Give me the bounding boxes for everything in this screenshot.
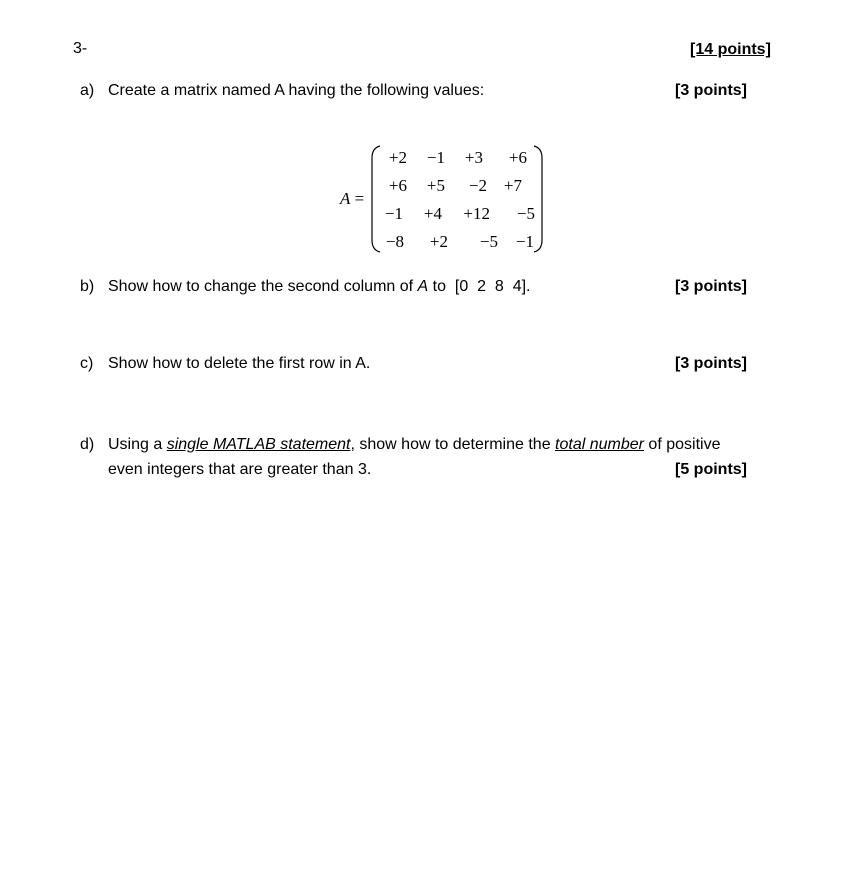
part-b-text-after: to <box>428 278 455 295</box>
matrix-cell: −8 <box>385 232 404 251</box>
matrix-cell: +5 <box>426 176 445 195</box>
matrix-lhs <box>340 189 364 209</box>
part-b-vector: [0 2 8 4]. <box>454 278 531 295</box>
matrix-cell: +7 <box>503 176 522 195</box>
part-b-label: b) <box>80 278 95 295</box>
matrix-cell: −5 <box>516 204 535 223</box>
part-d-emph-2: total number <box>555 436 644 453</box>
part-d-text-1: Using a <box>108 436 167 453</box>
part-b-text-before: Show how to change the second column of <box>108 278 418 295</box>
matrix-cell: +3 <box>464 148 483 167</box>
part-c <box>80 355 370 373</box>
part-c-points: [3 points] <box>675 355 747 372</box>
part-c-text: Show how to delete the first row in A. <box>108 355 371 372</box>
matrix-cell: +6 <box>388 176 407 195</box>
part-b-var: A <box>417 278 429 295</box>
matrix-cell: −1 <box>515 232 534 251</box>
matrix-cell: +2 <box>388 148 407 167</box>
part-a-text: Create a matrix named A having the following values: <box>108 82 485 99</box>
part-d-text-2: , show how to determine the <box>350 436 556 453</box>
matrix-cell: +2 <box>429 232 448 251</box>
matrix-equals: = <box>354 189 365 208</box>
matrix-cell: +6 <box>508 148 527 167</box>
part-c-label: c) <box>80 355 94 372</box>
total-points: [14 points] <box>690 41 771 58</box>
matrix-cell: −1 <box>426 148 445 167</box>
part-a <box>80 82 484 100</box>
part-d <box>80 436 720 454</box>
question-number: 3- <box>73 40 88 57</box>
part-d-points: [5 points] <box>675 461 747 478</box>
part-a-points: [3 points] <box>675 82 747 99</box>
part-d-label: d) <box>80 436 95 453</box>
matrix-cell: −1 <box>384 204 403 223</box>
matrix-cell: +12 <box>463 204 490 223</box>
part-b-points: [3 points] <box>675 278 747 295</box>
matrix-name: A <box>340 189 351 208</box>
part-d-text-3: of positive <box>643 436 721 453</box>
matrix-cell: +4 <box>423 204 442 223</box>
part-b <box>80 278 531 296</box>
part-d-emph-1: single MATLAB statement <box>166 436 351 453</box>
matrix-cell: −5 <box>479 232 498 251</box>
matrix-cell: −2 <box>468 176 487 195</box>
part-a-label: a) <box>80 82 95 99</box>
part-d-line-2: even integers that are greater than 3. <box>108 461 372 478</box>
